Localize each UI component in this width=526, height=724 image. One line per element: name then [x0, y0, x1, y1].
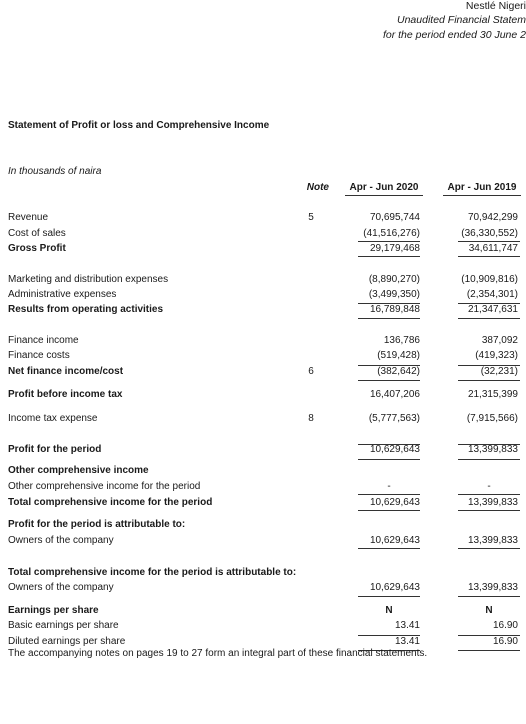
row-label: Cost of sales — [8, 228, 66, 239]
statement-row — [0, 605, 526, 619]
statement-row — [0, 582, 526, 596]
value-2019: 21,315,399 — [467, 389, 518, 400]
row-label: Revenue — [8, 212, 49, 223]
row-label: Marketing and distribution expenses — [8, 274, 169, 285]
row-label: Results from operating activities — [8, 304, 164, 315]
company-name: Nestlé Nigeri — [465, 0, 526, 12]
value-2019: 34,611,747 — [468, 243, 518, 254]
statement-title: Statement of Profit or loss and Comprehensive Income — [8, 120, 270, 131]
statement-row — [0, 519, 526, 533]
value-2019: (32,231) — [480, 366, 518, 377]
rule-box — [458, 303, 520, 319]
value-2019: 16.90 — [492, 620, 518, 631]
rule-line — [458, 596, 520, 597]
statement-row — [0, 228, 526, 242]
value-2020: (41,516,276) — [363, 228, 420, 239]
row-note: 6 — [308, 366, 314, 377]
statement-row — [0, 366, 526, 380]
statement-row — [0, 444, 526, 458]
rule-box — [458, 494, 520, 511]
rule-box — [358, 444, 420, 460]
row-label: Gross Profit — [8, 243, 66, 254]
note-column-header: Note — [306, 182, 329, 193]
value-2019: (2,354,301) — [466, 289, 518, 300]
value-2020: - — [387, 481, 391, 492]
value-2020: 10,629,643 — [369, 535, 420, 546]
row-label: Net finance income/cost — [8, 366, 124, 377]
value-2020: (3,499,350) — [368, 289, 420, 300]
rule-line — [358, 596, 420, 597]
row-label: Profit for the period is attributable to: — [8, 519, 186, 530]
value-2020: 70,695,744 — [369, 212, 420, 223]
value-2020: 16,407,206 — [369, 389, 420, 400]
row-label: Total comprehensive income for the period — [8, 497, 213, 508]
value-2020: 13.41 — [394, 620, 420, 631]
rule-box — [458, 635, 520, 651]
value-2020: 29,179,468 — [369, 243, 420, 254]
statement-row — [0, 567, 526, 581]
row-label: Profit for the period — [8, 444, 102, 455]
row-label: Earnings per share — [8, 605, 99, 616]
rule-line — [358, 256, 420, 257]
rule-line — [458, 380, 520, 381]
value-2020: 136,786 — [383, 335, 420, 346]
statement-row — [0, 212, 526, 226]
value-2020: 10,629,643 — [369, 582, 420, 593]
row-label: Profit before income tax — [8, 389, 123, 400]
row-label: Other comprehensive income — [8, 465, 149, 476]
rule-box — [358, 303, 420, 319]
value-2020: (519,428) — [377, 350, 420, 361]
row-note: 5 — [308, 212, 314, 223]
units-label: In thousands of naira — [8, 166, 102, 177]
rule-line — [358, 241, 420, 242]
value-2019: (7,915,566) — [466, 413, 518, 424]
rule-line — [458, 365, 520, 366]
statement-row — [0, 620, 526, 634]
row-label: Owners of the company — [8, 535, 114, 546]
value-2019: N — [485, 605, 493, 616]
rule-line — [458, 548, 520, 549]
value-2019: 13,399,833 — [467, 582, 518, 593]
rule-line — [458, 256, 520, 257]
statement-row — [0, 304, 526, 318]
statement-row — [0, 335, 526, 349]
row-label: Owners of the company — [8, 582, 114, 593]
value-2020: (382,642) — [377, 366, 420, 377]
rule-box — [358, 494, 420, 511]
value-2019: 21,347,631 — [467, 304, 518, 315]
value-2019: 13,399,833 — [467, 497, 518, 508]
value-2019: 13,399,833 — [467, 535, 518, 546]
row-label: Income tax expense — [8, 413, 98, 424]
statement-row — [0, 289, 526, 303]
row-label: Finance income — [8, 335, 79, 346]
value-2019: 387,092 — [481, 335, 518, 346]
value-2019: 16.90 — [492, 636, 518, 647]
value-2020: N — [385, 605, 393, 616]
value-2020: 10,629,643 — [369, 444, 420, 455]
value-2019: - — [487, 481, 491, 492]
report-subtitle: Unaudited Financial Statem — [397, 14, 526, 26]
rule-line — [358, 548, 420, 549]
value-2019: 70,942,299 — [467, 212, 518, 223]
statement-row — [0, 413, 526, 427]
footer-note: The accompanying notes on pages 19 to 27 form an integral part of these financial statements. — [8, 648, 428, 659]
value-2019: (36,330,552) — [461, 228, 518, 239]
row-label: Other comprehensive income for the period — [8, 481, 201, 492]
statement-row — [0, 389, 526, 403]
row-note: 8 — [308, 413, 314, 424]
row-label: Basic earnings per share — [8, 620, 119, 631]
row-label: Diluted earnings per share — [8, 636, 126, 647]
column-header-2020: Apr - Jun 2020 — [345, 182, 423, 196]
value-2020: (8,890,270) — [368, 274, 420, 285]
row-label: Total comprehensive income for the period is attributable to: — [8, 567, 297, 578]
statement-row — [0, 243, 526, 257]
statement-row — [0, 350, 526, 364]
rule-box — [458, 444, 520, 460]
value-2020: 13.41 — [394, 636, 420, 647]
value-2020: 16,789,848 — [369, 304, 420, 315]
value-2019: 13,399,833 — [467, 444, 518, 455]
rule-line — [358, 365, 420, 366]
value-2020: (5,777,563) — [368, 413, 420, 424]
statement-row — [0, 535, 526, 549]
column-header-2019: Apr - Jun 2019 — [443, 182, 521, 196]
value-2020: 10,629,643 — [369, 497, 420, 508]
statement-row — [0, 465, 526, 479]
statement-row — [0, 497, 526, 511]
statement-row — [0, 274, 526, 288]
row-label: Administrative expenses — [8, 289, 117, 300]
statement-row — [0, 481, 526, 495]
report-period: for the period ended 30 June 2 — [382, 29, 526, 41]
value-2019: (419,323) — [475, 350, 518, 361]
row-label: Finance costs — [8, 350, 70, 361]
rule-line — [358, 380, 420, 381]
rule-line — [458, 241, 520, 242]
value-2019: (10,909,816) — [461, 274, 518, 285]
